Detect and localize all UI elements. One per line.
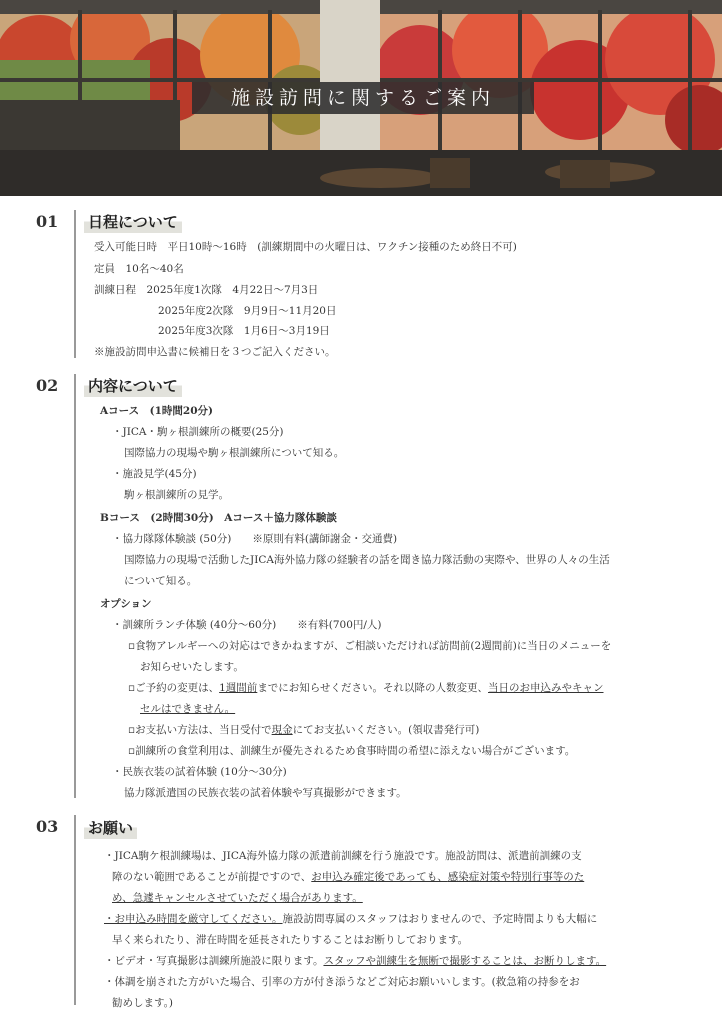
course-b-title: Bコース (2時間30分) Aコース＋協力隊体験談 (100, 512, 337, 524)
section-number-03: 03 (36, 817, 59, 836)
option-lunch: ・訓練所ランチ体験 (40分～60分) ※有料(700円/人) (112, 619, 382, 631)
lunch-priority: ▫訓練所の食堂利用は、訓練生が優先されるため食事時間の希望に添えない場合がございます。 (128, 745, 576, 757)
page-title: 施設訪問に関するご案内 (192, 82, 534, 114)
section-heading-schedule: 日程について (84, 212, 182, 233)
schedule-1: 訓練日程 2025年度1次隊 4月22日～7月3日 (94, 284, 319, 296)
course-a-item-2-desc: 駒ヶ根訓練所の見学。 (124, 489, 229, 501)
request-2-line1: ・お申込み時間を厳守してください。施設訪問専属のスタッフはおりませんので、予定時間よりも大幅に (104, 913, 598, 925)
schedule-2: 2025年度2次隊 9月9日～11月20日 (158, 305, 337, 317)
lunch-change-line2: セルはできません。 (140, 703, 236, 715)
request-2-line2: 早く来られたり、滞在時間を延長されたりすることはお断りしております。 (112, 934, 469, 946)
course-a-item-1: ・JICA・駒ヶ根訓練所の概要(25分) (112, 426, 284, 438)
request-3: ・ビデオ・写真撮影は訓練所施設に限ります。スタッフや訓練生を無断で撮影することは、お断りします。 (104, 955, 607, 967)
request-4-line2: 勧めします。) (112, 997, 174, 1009)
section-heading-content: 内容について (84, 376, 182, 397)
section-number-02: 02 (36, 376, 59, 395)
lunch-change-line1: ▫ご予約の変更は、1週間前までにお知らせください。それ以降の人数変更、当日のお申込みやキャン (128, 682, 604, 694)
request-4-line1: ・体調を崩された方がいた場合、引率の方が付き添うなどご対応お願いいします。(救急箱の持参をお (104, 976, 580, 988)
options-title: オプション (100, 598, 152, 610)
capacity: 定員 10名～40名 (94, 263, 184, 275)
section-divider-02 (74, 374, 76, 798)
schedule-3: 2025年度3次隊 1月6日～3月19日 (158, 325, 330, 337)
section-divider-03 (74, 815, 76, 1005)
section-divider-01 (74, 210, 76, 358)
section-number-01: 01 (36, 212, 59, 231)
course-a-title: Aコース (1時間20分) (100, 405, 213, 417)
course-b-desc-line2: について知る。 (124, 575, 198, 587)
course-a-item-2: ・施設見学(45分) (112, 468, 197, 480)
request-1-line2: 障のない範囲であることが前提ですので、お申込み確定後であっても、感染症対策や特別行事等のた (112, 871, 585, 883)
course-b-desc-line1: 国際協力の現場で活動したJICA海外協力隊の経験者の話を聞き協力隊活動の実際や、世界の人々の生活 (124, 554, 610, 566)
option-costume: ・民族衣装の試着体験 (10分～30分) (112, 766, 287, 778)
schedule-note: ※施設訪問申込書に候補日を３つご記入ください。 (94, 346, 336, 358)
course-b-item-1: ・協力隊隊体験談 (50分) ※原則有料(講師謝金・交通費) (112, 533, 398, 545)
option-costume-desc: 協力隊派遣国の民族衣装の試着体験や写真撮影ができます。 (124, 787, 407, 799)
hero-photo (0, 0, 722, 196)
course-a-item-1-desc: 国際協力の現場や駒ヶ根訓練所について知る。 (124, 447, 345, 459)
lunch-allergy-line2: お知らせいたします。 (140, 661, 244, 673)
lunch-allergy-line1: ▫食物アレルギーへの対応はできかねますが、ご相談いただければ訪問前(2週間前)に当日のメニューを (128, 640, 612, 652)
request-1-line1: ・JICA駒ケ根訓練場は、JICA海外協力隊の派遣前訓練を行う施設です。施設訪問は、派遣前訓練の支 (104, 850, 582, 862)
lunch-payment: ▫お支払い方法は、当日受付で現金にてお支払いください。(領収書発行可) (128, 724, 480, 736)
request-1-line3: め、急遽キャンセルさせていただく場合があります。 (112, 892, 363, 904)
section-heading-requests: お願い (84, 818, 137, 839)
accept-hours: 受入可能日時 平日10時～16時 (訓練期間中の火曜日は、ワクチン接種のため終日不可) (94, 241, 517, 253)
